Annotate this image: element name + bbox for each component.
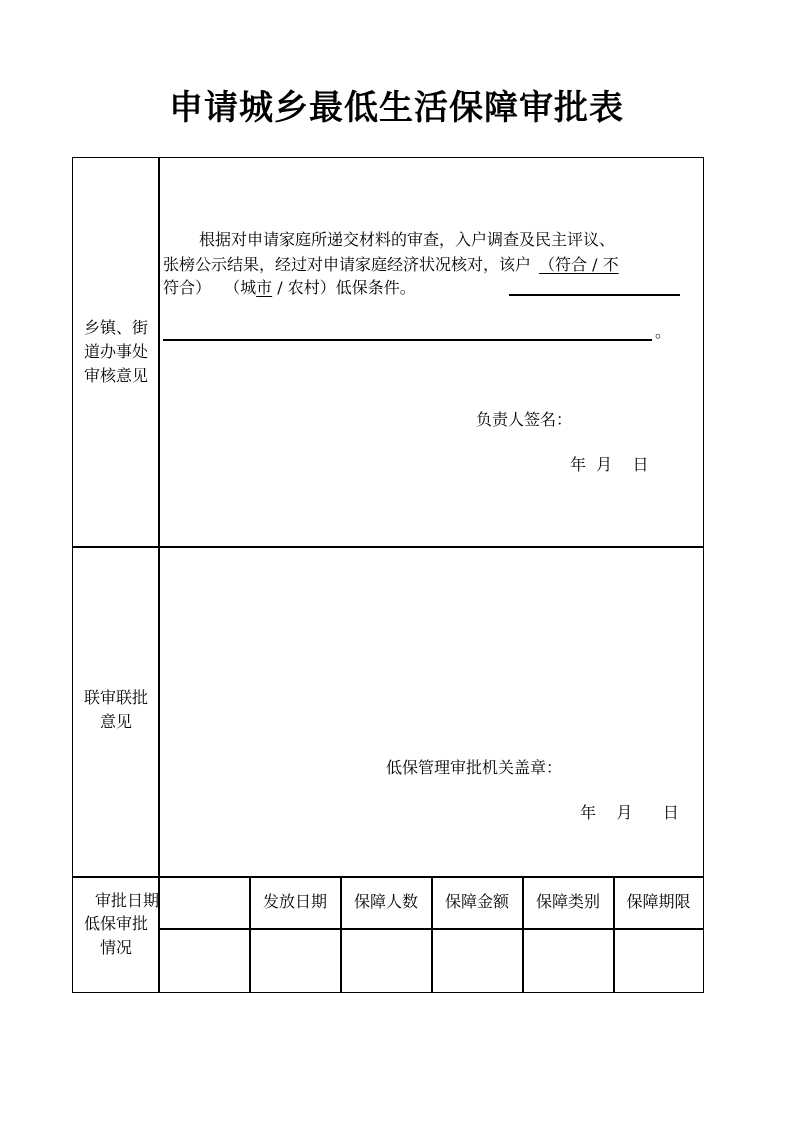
cell-covered-persons[interactable] xyxy=(342,928,431,992)
qualify-option[interactable]: （符合 / 不 xyxy=(539,255,619,274)
label-column-divider xyxy=(158,158,160,992)
cell-category[interactable] xyxy=(524,928,613,992)
approval-form xyxy=(72,157,704,993)
header-covered-persons: 保障人数 xyxy=(353,892,418,911)
page-title: 申请城乡最低生活保障审批表 xyxy=(169,88,624,128)
opinion-blank-line[interactable] xyxy=(509,294,680,296)
section-divider xyxy=(73,546,703,548)
cell-approval-date[interactable] xyxy=(160,928,249,992)
header-approval-date: 审批日期 xyxy=(95,891,160,910)
approval-status-label: 低保审批 情况 xyxy=(83,914,148,957)
header-category: 保障类别 xyxy=(535,892,600,911)
cell-period[interactable] xyxy=(615,928,703,992)
review-date: 年 月 日 xyxy=(570,455,649,474)
review-text-line1: 根据对申请家庭所递交材料的审查，入户调查及民主评议、 xyxy=(199,230,616,249)
approval-seal-label: 低保管理审批机关盖章： xyxy=(386,758,563,777)
opinion-blank-line[interactable] xyxy=(163,339,652,341)
review-text-line3: 符合） （城市 / 农村）低保条件。 xyxy=(163,278,416,297)
header-issue-date: 发放日期 xyxy=(262,892,327,911)
joint-approval-label: 联审联批 意见 xyxy=(83,688,148,731)
header-amount: 保障金额 xyxy=(444,892,509,911)
approval-date: 年 月 日 xyxy=(580,803,679,822)
responsible-signature-label: 负责人签名： xyxy=(476,410,573,429)
cell-issue-date[interactable] xyxy=(251,928,340,992)
opinion-period: 。 xyxy=(655,322,672,341)
area-option[interactable]: 市 xyxy=(256,278,273,297)
review-text-line2: 张榜公示结果，经过对申请家庭经济状况核对，该户 （符合 / 不 xyxy=(163,255,619,274)
township-review-label: 乡镇、街 道办事处 审核意见 xyxy=(83,318,148,385)
header-period: 保障期限 xyxy=(626,892,691,911)
cell-amount[interactable] xyxy=(433,928,522,992)
